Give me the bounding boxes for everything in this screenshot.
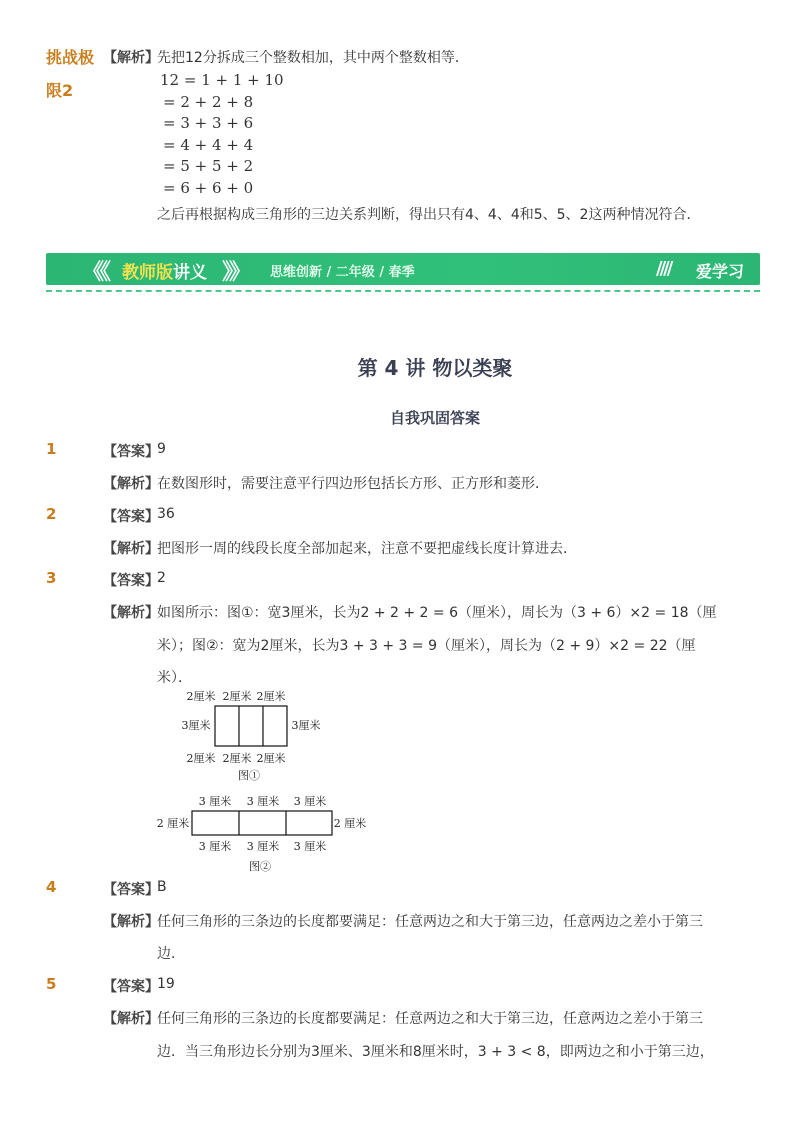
- fig2-rectangle: [192, 811, 332, 835]
- analysis-text: 米）；图②：宽为2厘米，长为3 + 3 + 3 = 9（厘米），周长为（2 + 9）×2 = 22（厘: [157, 638, 696, 654]
- analysis-text: 任何三角形的三条边的长度都要满足：任意两边之和大于第三边，任意两边之差小于第三: [157, 914, 703, 930]
- fig2-caption: 图②: [249, 860, 271, 873]
- question-number: 4: [46, 878, 57, 896]
- fig1-rectangle: [215, 706, 287, 746]
- figure-2: [150, 792, 380, 876]
- question-number: 1: [46, 440, 57, 458]
- equation: = 4 + 4 + 4: [163, 135, 254, 154]
- challenge-conclusion: 之后再根据构成三角形的三边关系判断，得出只有4、4、4和5、5、2这两种情况符合．: [157, 207, 701, 223]
- analysis-tag: 【解析】: [103, 605, 159, 621]
- dotted-divider: [46, 290, 760, 292]
- breadcrumb: 思维创新 / 二年级 / 春季: [270, 265, 415, 280]
- analysis-text: 米）．: [157, 670, 192, 686]
- chevron-right-icon: 》》: [222, 260, 248, 285]
- fig1-bottom-label: 2厘米: [186, 752, 216, 765]
- section-subtitle: 自我巩固答案: [389, 409, 480, 427]
- brand-logo: [656, 256, 752, 282]
- equation: = 2 + 2 + 8: [163, 92, 254, 111]
- question-number: 3: [46, 569, 57, 587]
- fig2-top-label: 3 厘米: [293, 795, 327, 808]
- equation: 12 = 1 + 1 + 10: [160, 71, 284, 89]
- fig1-caption: 图①: [238, 769, 260, 782]
- analysis-tag: 【解析】: [103, 50, 159, 66]
- answer-tag: 【答案】: [103, 444, 159, 460]
- analysis-text: 把图形一周的线段长度全部加起来，注意不要把虚线长度计算进去．: [157, 541, 577, 557]
- analysis-text: 任何三角形的三条边的长度都要满足：任意两边之和大于第三边，任意两边之差小于第三: [157, 1011, 703, 1027]
- fig1-right-label: 3厘米: [291, 719, 321, 732]
- equation: = 5 + 5 + 2: [163, 157, 254, 175]
- logo-word: 爱学习: [696, 262, 745, 281]
- analysis-tag: 【解析】: [103, 914, 159, 930]
- question-number: 5: [46, 975, 57, 993]
- fig1-bottom-label: 2厘米: [256, 752, 286, 765]
- fig2-top-label: 3 厘米: [198, 795, 232, 808]
- fig1-top-label: 2厘米: [256, 690, 286, 703]
- answer-value: 36: [157, 506, 175, 522]
- fig1-top-label: 2厘米: [186, 690, 216, 703]
- fig2-left-label: 2 厘米: [156, 817, 190, 830]
- fig2-bottom-label: 3 厘米: [246, 840, 280, 853]
- fig2-bottom-label: 3 厘米: [198, 840, 232, 853]
- fig1-bottom-label: 2厘米: [222, 752, 252, 765]
- banner-title-b: 讲义: [173, 263, 207, 283]
- fig1-top-label: 2厘米: [222, 690, 252, 703]
- banner-title: [122, 258, 207, 283]
- fig2-top-label: 3 厘米: [246, 795, 280, 808]
- answer-value: 9: [157, 441, 166, 457]
- analysis-text: 在数图形时，需要注意平行四边形包括长方形、正方形和菱形．: [157, 476, 549, 492]
- equation: = 6 + 6 + 0: [163, 178, 254, 197]
- analysis-text: 如图所示：图①：宽3厘米，长为2 + 2 + 2 = 6（厘米），周长为（3 + 6）×2 = 18（厘: [157, 605, 717, 621]
- analysis-tag: 【解析】: [103, 541, 159, 557]
- answer-tag: 【答案】: [103, 573, 159, 589]
- answer-value: 2: [157, 570, 166, 586]
- fig1-left-label: 3厘米: [181, 719, 211, 732]
- challenge-intro: 先把12分拆成三个整数相加，其中两个整数相等．: [157, 50, 469, 66]
- analysis-text: 边．: [157, 946, 185, 962]
- equation: = 3 + 3 + 6: [163, 114, 254, 132]
- answer-value: B: [157, 879, 167, 895]
- answer-tag: 【答案】: [103, 979, 159, 995]
- header-banner: [46, 253, 760, 285]
- challenge-label-cont: 限2: [46, 81, 74, 100]
- fig2-bottom-label: 3 厘米: [293, 840, 327, 853]
- figure-1: [150, 686, 350, 786]
- answer-tag: 【答案】: [103, 882, 159, 898]
- banner-title-a: 教师版: [122, 263, 173, 283]
- challenge-label: 挑战极: [46, 48, 95, 67]
- logo-bars-icon: ////: [656, 258, 671, 279]
- question-number: 2: [46, 505, 57, 523]
- analysis-tag: 【解析】: [103, 476, 159, 492]
- answer-value: 19: [157, 976, 175, 992]
- equation-list: [160, 70, 284, 199]
- analysis-text: 边．当三角形边长分别为3厘米、3厘米和8厘米时，3 + 3 < 8，即两边之和小于第三边，: [157, 1044, 714, 1060]
- analysis-tag: 【解析】: [103, 1011, 159, 1027]
- answer-tag: 【答案】: [103, 509, 159, 525]
- chevron-left-icon: 《《: [82, 260, 108, 285]
- lecture-title: 第 4 讲 物以类聚: [357, 356, 513, 380]
- fig2-right-label: 2 厘米: [333, 817, 367, 830]
